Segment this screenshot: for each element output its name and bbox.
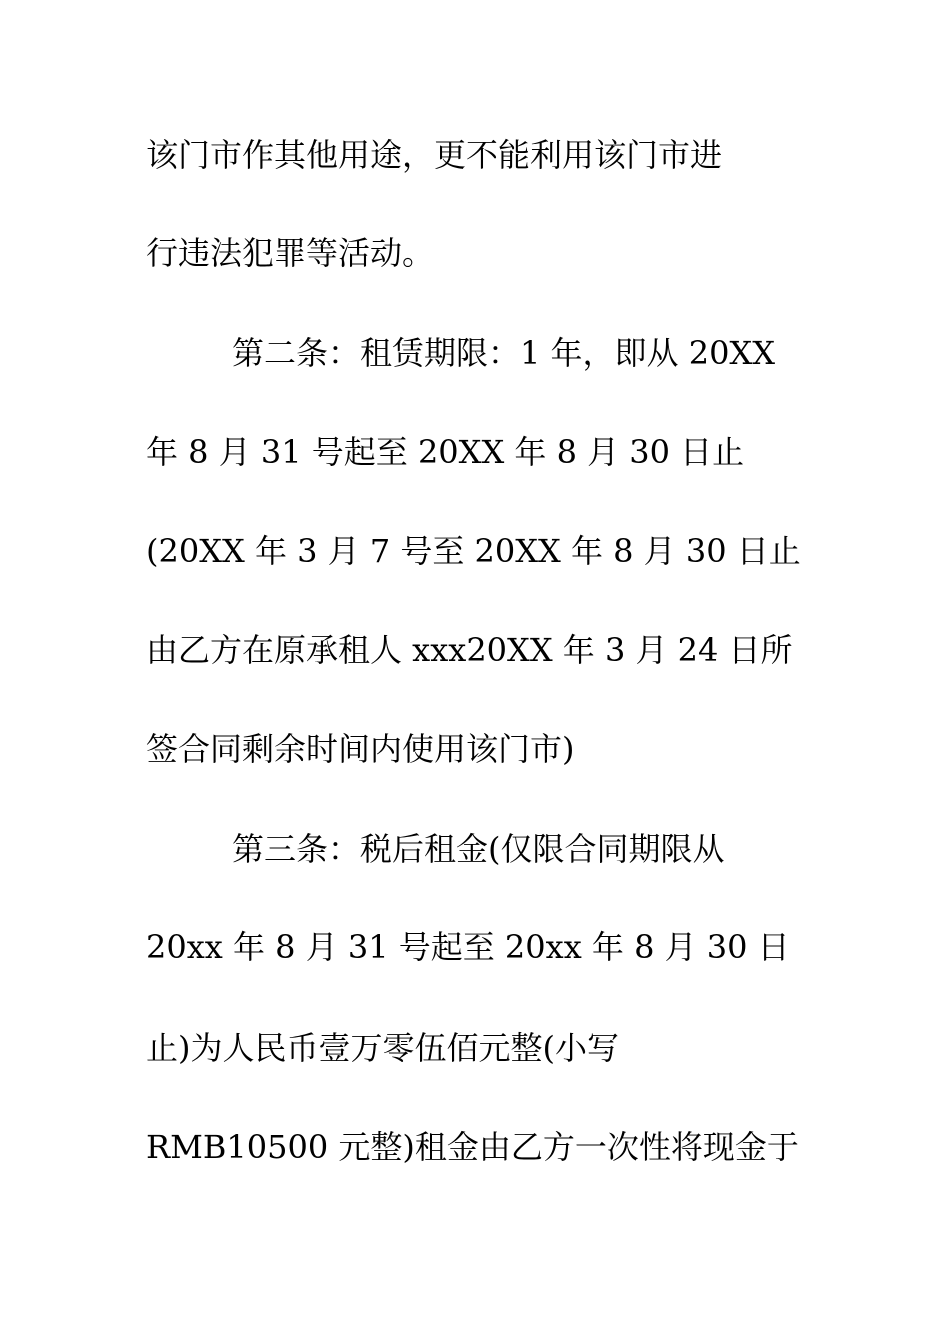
text-line-4: 年 8 月 31 号起至 20XX 年 8 月 30 日止 [146, 433, 745, 471]
text-line-8: 第三条：税后租金(仅限合同期限从 [232, 830, 725, 868]
text-line-2: 行违法犯罪等活动。 [146, 234, 435, 272]
text-line-1: 该门市作其他用途，更不能利用该门市进 [146, 136, 723, 174]
text-line-6: 由乙方在原承租人 xxx20XX 年 3 月 24 日所 [146, 631, 793, 669]
text-line-10: 止)为人民币壹万零伍佰元整(小写 [146, 1029, 619, 1067]
text-line-9: 20xx 年 8 月 31 号起至 20xx 年 8 月 30 日 [146, 928, 790, 966]
text-line-7: 签合同剩余时间内使用该门市) [146, 730, 575, 768]
text-line-5: (20XX 年 3 月 7 号至 20XX 年 8 月 30 日止 [146, 532, 801, 570]
text-line-3: 第二条：租赁期限：1 年，即从 20XX [232, 334, 775, 372]
text-line-11: RMB10500 元整)租金由乙方一次性将现金于 [146, 1128, 799, 1166]
